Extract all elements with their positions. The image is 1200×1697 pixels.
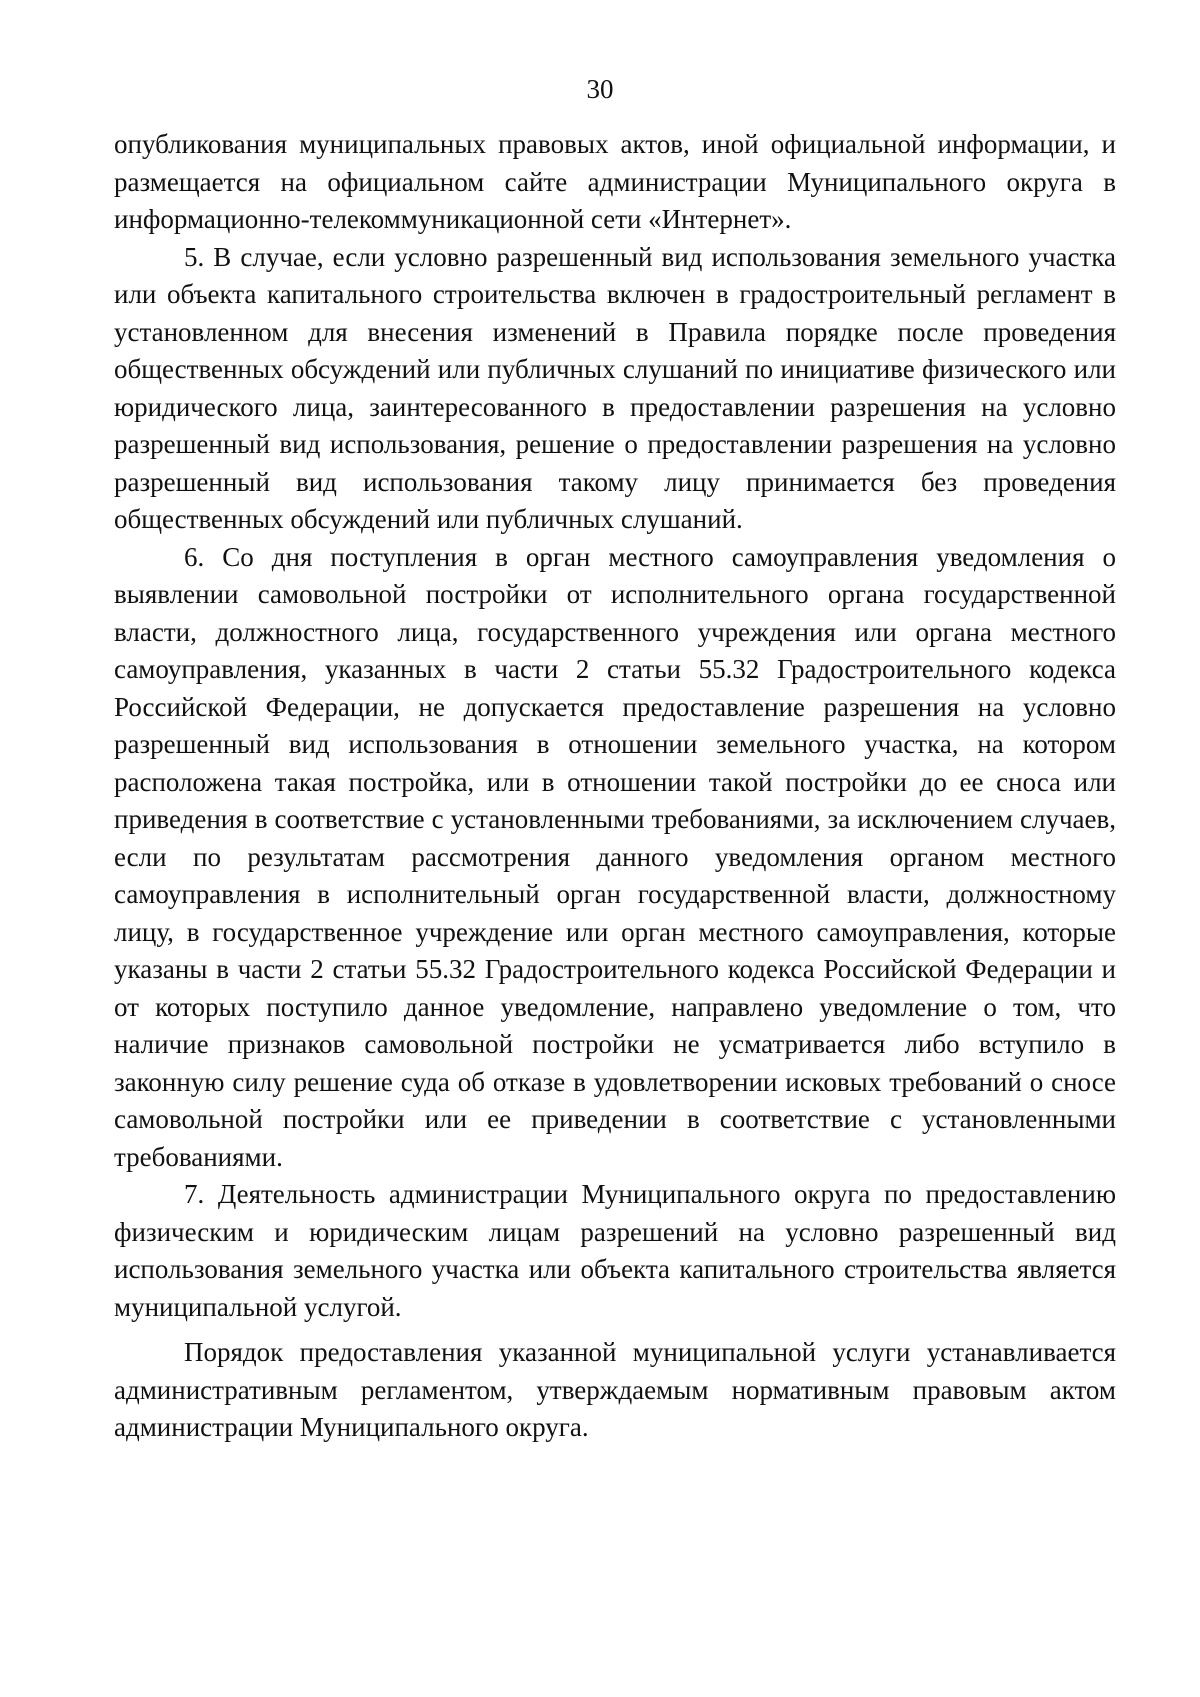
document-body <box>114 126 1116 1447</box>
page-number: 30 <box>586 74 614 104</box>
paragraph-item-5: 5. В случае, если условно разрешенный вид использования земельного участка или объекта капитального строительства включен в градостроительный регламент в установленном для внесения изменений в Правила порядке после проведения общественных обсуждений или публичных слушаний по инициативе физического или юридического лица, заинтересованного в предоставлении разрешения на условно разрешенный вид использования, решение о предоставлении разрешения на условно разрешенный вид использования такому лицу принимается без проведения общественных обсуждений или публичных слушаний. <box>114 241 1116 534</box>
paragraph-item-6: 6. Со дня поступления в орган местного самоуправления уведомления о выявлении самовольной постройки от исполнительного органа государственной власти, должностного лица, государственного учреждения или органа местного самоуправления, указанных в части 2 статьи 55.32 Градостроительного кодекса Российской Федерации, не допускается предоставление разрешения на условно разрешенный вид использования в отношении земельного участка, на котором расположена такая постройка, или в отношении такой постройки до ее сноса или приведения в соответствие с установленными требованиями, за исключением случаев, если по результатам рассмотрения данного уведомления органом местного самоуправления в исполнительный орган государственной власти, должностному лицу, в государственное учреждение или орган местного самоуправления, которые указаны в части 2 статьи 55.32 Градостроительного кодекса Российской Федерации и от которых поступило данное уведомление, направлено уведомление о том, что наличие признаков самовольной постройки не усматривается либо вступило в законную силу решение суда об отказе в удовлетворении исковых требований о сносе самовольной постройки или ее приведении в соответствие с установленными требованиями. <box>114 541 1116 1172</box>
paragraph-continuation: опубликования муниципальных правовых актов, иной официальной информации, и размещается на официальном сайте администрации Муниципального округа в информационно-телекоммуникационной сети «Интернет». <box>114 129 1116 234</box>
paragraph-procedure: Порядок предоставления указанной муниципальной услуги устанавливается административным регламентом, утверждаемым нормативным правовым актом администрации Муниципального округа. <box>114 1337 1116 1442</box>
paragraph-item-7: 7. Деятельность администрации Муниципального округа по предоставлению физическим и юридическим лицам разрешений на условно разрешенный вид использования земельного участка или объекта капитального строительства является муниципальной услугой. <box>114 1179 1116 1322</box>
